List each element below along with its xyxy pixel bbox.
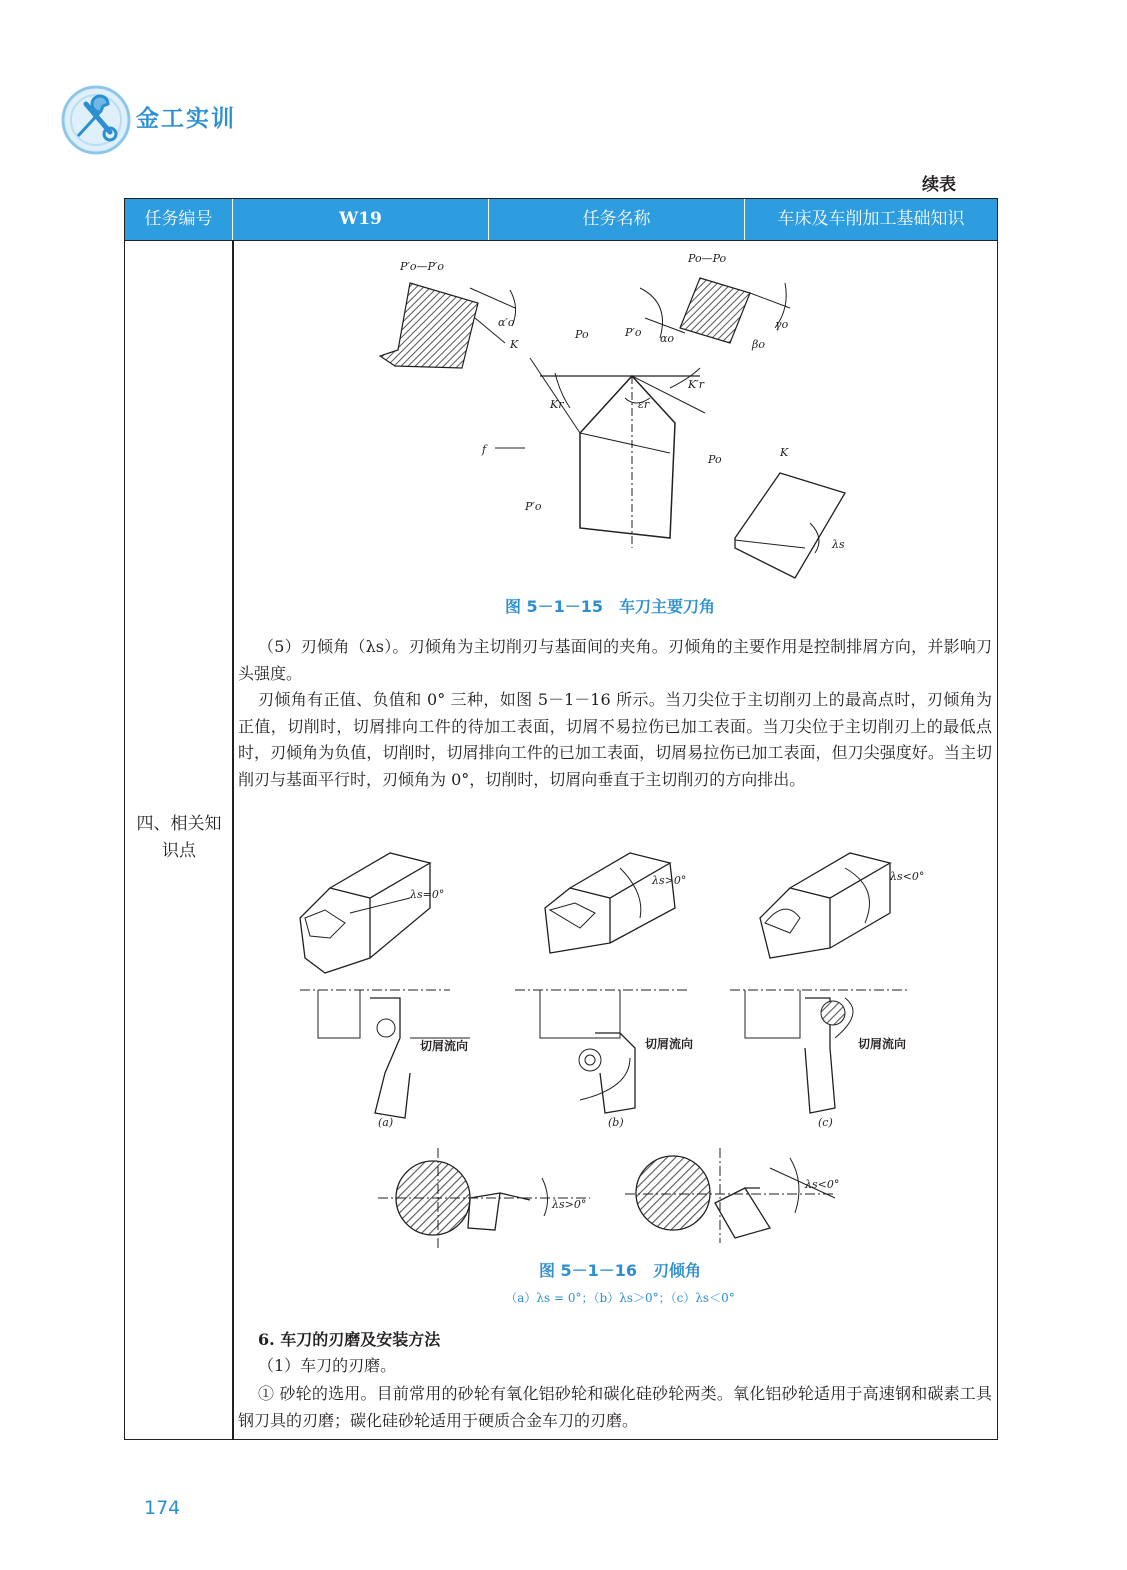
- table-header-row: [125, 199, 997, 241]
- figure-caption-5-1-15: 图 5－1－15 车刀主要刀角: [504, 597, 716, 616]
- sub-label-b: (b): [608, 1116, 624, 1129]
- tool-angle-diagram: [370, 248, 870, 588]
- sub-label-a: (a): [378, 1116, 394, 1129]
- book-title: 金工实训: [136, 106, 236, 132]
- label-p-o-top: Po: [575, 328, 589, 341]
- label-epsilon-r: εr: [638, 398, 650, 411]
- label-angle-a: λs=0°: [410, 888, 445, 901]
- header-task-name-label: 任务名称: [488, 199, 744, 240]
- wrench-logo-icon: [60, 84, 132, 156]
- label-beta-o: βo: [752, 338, 765, 351]
- inclination-angle-diagram: [290, 838, 960, 1258]
- label-alpha-o: αo: [660, 332, 675, 345]
- label-angle-b: λs>0°: [652, 874, 687, 887]
- figure-subcaption-5-1-16: （a）λs = 0°；（b）λs＞0°；（c）λs＜0°: [505, 1291, 735, 1305]
- label-lambda-s: λs: [832, 538, 845, 551]
- chip-flow-b: 切屑流向: [645, 1037, 694, 1051]
- label-f: f: [482, 443, 487, 456]
- figure-caption-5-1-16: 图 5－1－16 刃倾角: [538, 1261, 702, 1280]
- label-p-o-bottom: Po: [708, 453, 722, 466]
- label-gamma-o: γo: [775, 318, 789, 331]
- label-bottom-left-angle: λs>0°: [552, 1198, 587, 1211]
- label-p-o-prime-bottom: P′o: [525, 500, 542, 513]
- page-number: 174: [144, 1497, 181, 1519]
- header-task-number: 任务编号: [144, 209, 213, 229]
- subsection-heading: （1）车刀的刃磨。: [258, 1356, 397, 1375]
- label-alpha-o-prime: α′o: [498, 316, 515, 329]
- label-k-small: K: [780, 446, 789, 459]
- label-p-o-prime-top: P′o: [625, 326, 642, 339]
- section-heading: 6. 车刀的刃磨及安装方法: [258, 1330, 441, 1349]
- column-divider: [232, 240, 234, 1439]
- label-bottom-right-angle: λs<0°: [805, 1178, 840, 1191]
- sub-label-c: (c): [818, 1116, 833, 1129]
- paragraph-grinding-wheel: ① 砂轮的选用。目前常用的砂轮有氧化铝砂轮和碳化硅砂轮两类。氧化铝砂轮适用于高速钢和碳素工具钢刀具的刃磨；碳化硅砂轮适用于硬质合金车刀的刃磨。: [238, 1384, 992, 1430]
- paragraph-inclination-types: 刃倾角有正值、负值和 0° 三种，如图 5－1－16 所示。当刀尖位于主切削刃上的最高点时，刃倾角为正值，切削时，切屑排向工件的待加工表面，切屑不易拉伤已加工表面。当刀尖位于主切削刃上的最低点时，刃倾角为负值，切削时，切屑排向工件的已加工表面，切屑易拉伤已加工表面，但刀尖强度好。当主切削刃与基面平行时，刃倾角为 0°，切削时，切屑向垂直于主切削刃的方向排出。: [238, 690, 992, 789]
- label-k: K: [510, 338, 519, 351]
- row-label: 四、相关知识点: [136, 814, 222, 861]
- label-kr-prime: K′r: [688, 378, 704, 391]
- header-task-code: W19: [232, 199, 488, 240]
- continued-label: 续表: [922, 175, 956, 195]
- label-section-right: Po—Po: [688, 252, 727, 265]
- label-angle-c: λs<0°: [890, 870, 925, 883]
- label-kr: Kr: [550, 398, 564, 411]
- header-task-name-value: 车床及车削加工基础知识: [744, 199, 997, 240]
- label-section-left: P′o—P′o: [400, 260, 445, 273]
- paragraph-inclination-angle: （5）刃倾角（λs）。刃倾角为主切削刃与基面间的夹角。刃倾角的主要作用是控制排屑方向，并影响刀头强度。: [238, 637, 992, 683]
- chip-flow-a: 切屑流向: [420, 1039, 469, 1053]
- chip-flow-c: 切屑流向: [858, 1037, 907, 1051]
